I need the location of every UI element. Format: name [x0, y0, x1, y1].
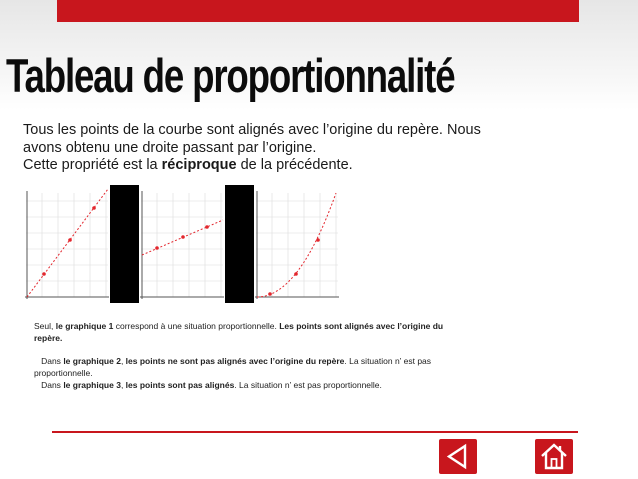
graph-1 — [24, 185, 110, 303]
graph-3-grid — [256, 193, 338, 297]
back-button[interactable] — [439, 439, 477, 474]
explanation-paragraph-1: Seul, le graphique 1 correspond à une situation proportionnelle. Les points sont alignés avec l’origine du repère. — [34, 321, 444, 343]
graph-2-grid — [141, 193, 223, 297]
graph-separator — [110, 185, 139, 303]
triangle-left-icon — [439, 439, 477, 474]
intro-line-1: Tous les points de la courbe sont alignés avec l’origine du repère. Nous — [23, 122, 481, 138]
graph-separator — [225, 185, 254, 303]
slide-title: Tableau de proportionnalité — [6, 49, 455, 102]
graph-3-points — [268, 238, 320, 296]
graph-3-curve — [257, 193, 336, 297]
top-accent-bar — [57, 0, 579, 22]
graphs-strip — [24, 185, 362, 303]
intro-line-2: avons obtenu une droite passant par l’origine. — [23, 139, 317, 156]
graph-2 — [139, 185, 225, 303]
intro-text — [23, 122, 563, 175]
home-icon — [535, 439, 573, 474]
reciproque-keyword: réciproque — [161, 157, 237, 173]
bottom-divider — [52, 431, 578, 433]
intro-line-3: Cette propriété est la réciproque de la précédente. — [23, 157, 353, 173]
graph-2-points — [155, 225, 209, 250]
home-button[interactable] — [535, 439, 573, 474]
graph-3 — [254, 185, 340, 303]
explanation-paragraph-3: Dans le graphique 3, les points sont pas alignés. La situation n’ est pas proportionnelle. — [41, 380, 382, 390]
explanation-text — [34, 320, 464, 391]
graph-1-grid — [26, 193, 108, 297]
explanation-paragraph-2: Dans le graphique 2, les points ne sont pas alignés avec l’origine du repère. La situation n’ est pas proportionnelle. — [34, 356, 432, 378]
